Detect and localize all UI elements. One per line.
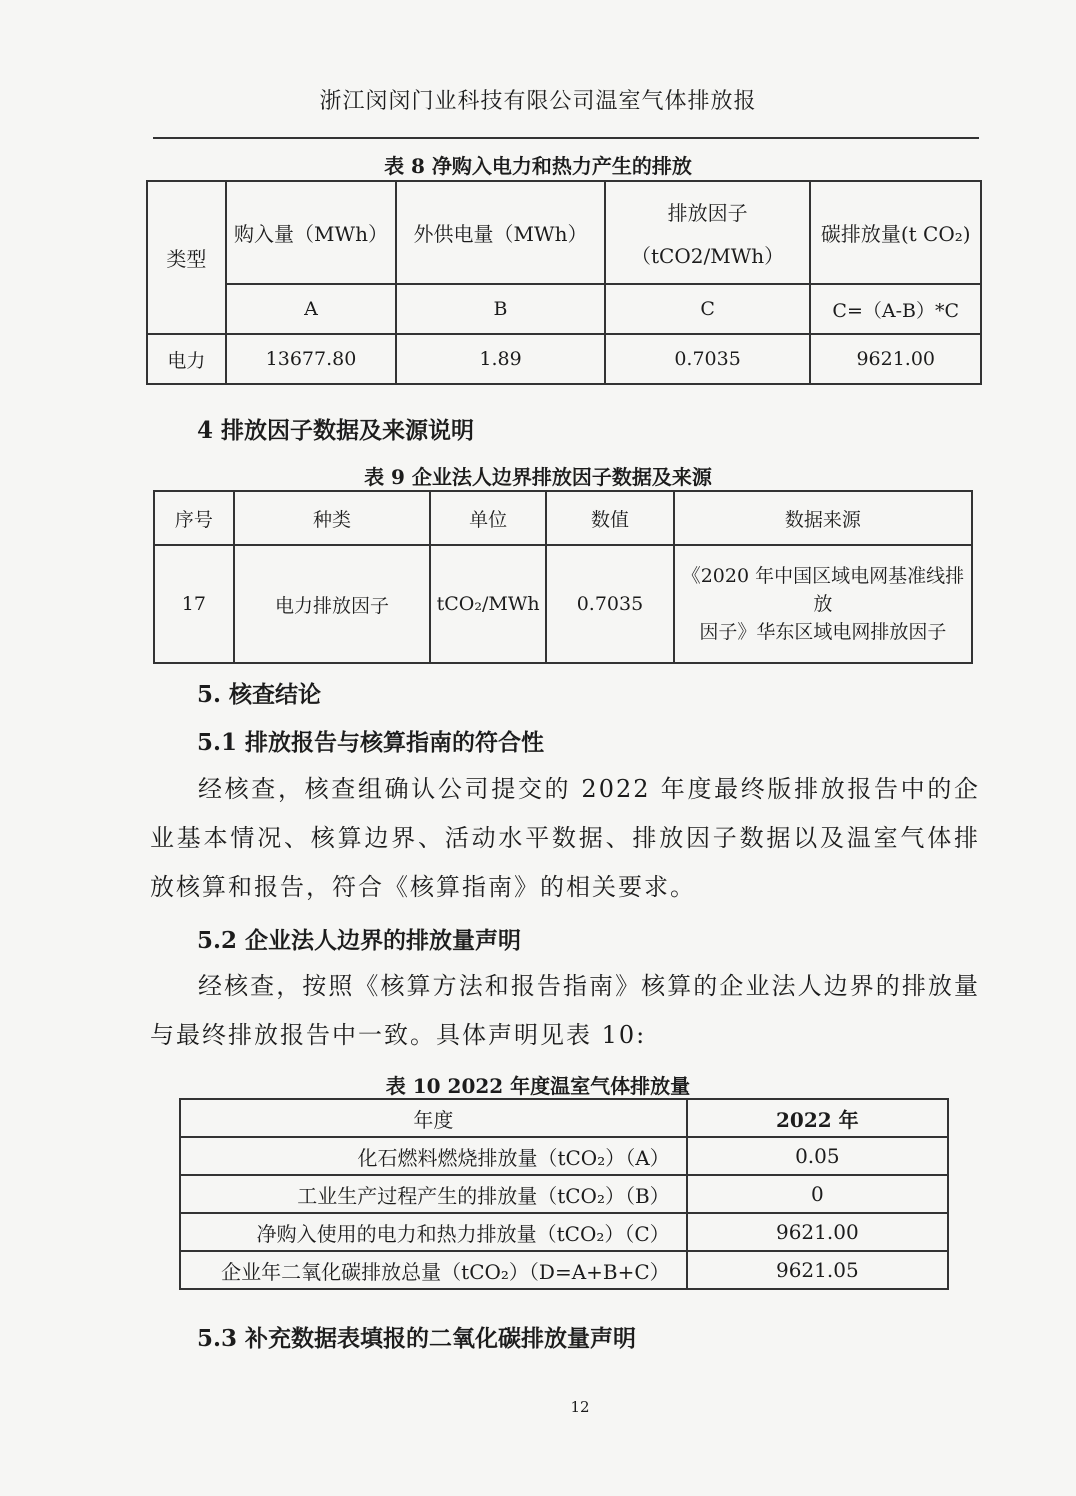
table8-sub-a: A (226, 284, 397, 334)
table8-supplied-header: 外供电量（MWh） (396, 181, 604, 284)
section53-heading: 5.3 补充数据表填报的二氧化碳排放量声明 (197, 1325, 637, 1352)
table-row (180, 1213, 948, 1251)
table8-row-emission: 9621.00 (810, 334, 981, 384)
table9-header-kind: 种类 (234, 491, 430, 545)
header-divider (153, 137, 979, 139)
section4-heading: 4 排放因子数据及来源说明 (197, 417, 475, 444)
table10-row-value: 0 (687, 1175, 948, 1213)
table10-header-2022: 2022 年 (687, 1099, 948, 1137)
table10-row-value: 9621.05 (687, 1251, 948, 1289)
table10-row-label: 企业年二氧化碳排放总量（tCO₂）（D=A+B+C） (180, 1251, 687, 1289)
table-row (180, 1251, 948, 1289)
table9-row-source-line2: 因子》华东区域电网排放因子 (699, 621, 947, 643)
table10-row-label: 工业生产过程产生的排放量（tCO₂）（B） (180, 1175, 687, 1213)
table8-caption: 表 8 净购入电力和热力产生的排放 (384, 154, 692, 178)
table8-row-type: 电力 (147, 334, 226, 384)
table8-sub-b: B (396, 284, 604, 334)
table10-row-value: 0.05 (687, 1137, 948, 1175)
table9-row-kind: 电力排放因子 (234, 545, 430, 663)
table8-purchased-header: 购入量（MWh） (226, 181, 397, 284)
table8-sub-c: C (605, 284, 811, 334)
table8-emission-header: 碳排放量(t CO₂) (810, 181, 981, 284)
section52-heading: 5.2 企业法人边界的排放量声明 (197, 927, 522, 954)
table9-row-no: 17 (154, 545, 234, 663)
table9-row-source (674, 545, 972, 663)
table10-row-label: 化石燃料燃烧排放量（tCO₂）（A） (180, 1137, 687, 1175)
table9-row-value: 0.7035 (546, 545, 674, 663)
section52-paragraph: 经核查，按照《核算方法和报告指南》核算的企业法人边界的排放量与最终排放报告中一致。具体声明见表 10: (150, 972, 980, 1049)
table-row (154, 545, 972, 663)
table10-row-value: 9621.00 (687, 1213, 948, 1251)
table10-row-label: 净购入使用的电力和热力排放量（tCO₂）（C） (180, 1213, 687, 1251)
page-number: 12 (570, 1398, 590, 1416)
table9 (153, 490, 973, 664)
table10 (179, 1098, 949, 1290)
table9-header-value: 数值 (546, 491, 674, 545)
section5-heading: 5. 核查结论 (197, 681, 322, 708)
report-header-title: 浙江闵闵门业科技有限公司温室气体排放报 (319, 89, 757, 114)
table8-factor-header (605, 181, 811, 284)
table8-row-factor: 0.7035 (605, 334, 811, 384)
table8-type-header: 类型 (147, 181, 226, 334)
section51-heading: 5.1 排放报告与核算指南的符合性 (197, 729, 545, 756)
table9-header-unit: 单位 (430, 491, 546, 545)
table-row (180, 1175, 948, 1213)
table8-factor-header-line1: 排放因子 (667, 200, 748, 225)
table9-header-source: 数据来源 (674, 491, 972, 545)
table8-sub-formula: C=（A-B）*C (810, 284, 981, 334)
table9-row-source-line1: 《2020 年中国区域电网基准线排放 (681, 565, 965, 615)
table10-header-year: 年度 (180, 1099, 687, 1137)
table8 (146, 180, 982, 385)
section51-paragraph: 经核查，核查组确认公司提交的 2022 年度最终版排放报告中的企业基本情况、核算边界、活动水平数据、排放因子数据以及温室气体排放核算和报告，符合《核算指南》的相关要求。 (150, 775, 980, 901)
table8-row-purchased: 13677.80 (226, 334, 397, 384)
table8-row-supplied: 1.89 (396, 334, 604, 384)
table8-factor-header-line2: （tCO2/MWh） (631, 243, 785, 268)
table9-header-no: 序号 (154, 491, 234, 545)
table10-caption: 表 10 2022 年度温室气体排放量 (385, 1074, 691, 1098)
table-row (180, 1137, 948, 1175)
table-row (147, 334, 981, 384)
table9-row-unit: tCO₂/MWh (430, 545, 546, 663)
table9-caption: 表 9 企业法人边界排放因子数据及来源 (364, 465, 712, 489)
